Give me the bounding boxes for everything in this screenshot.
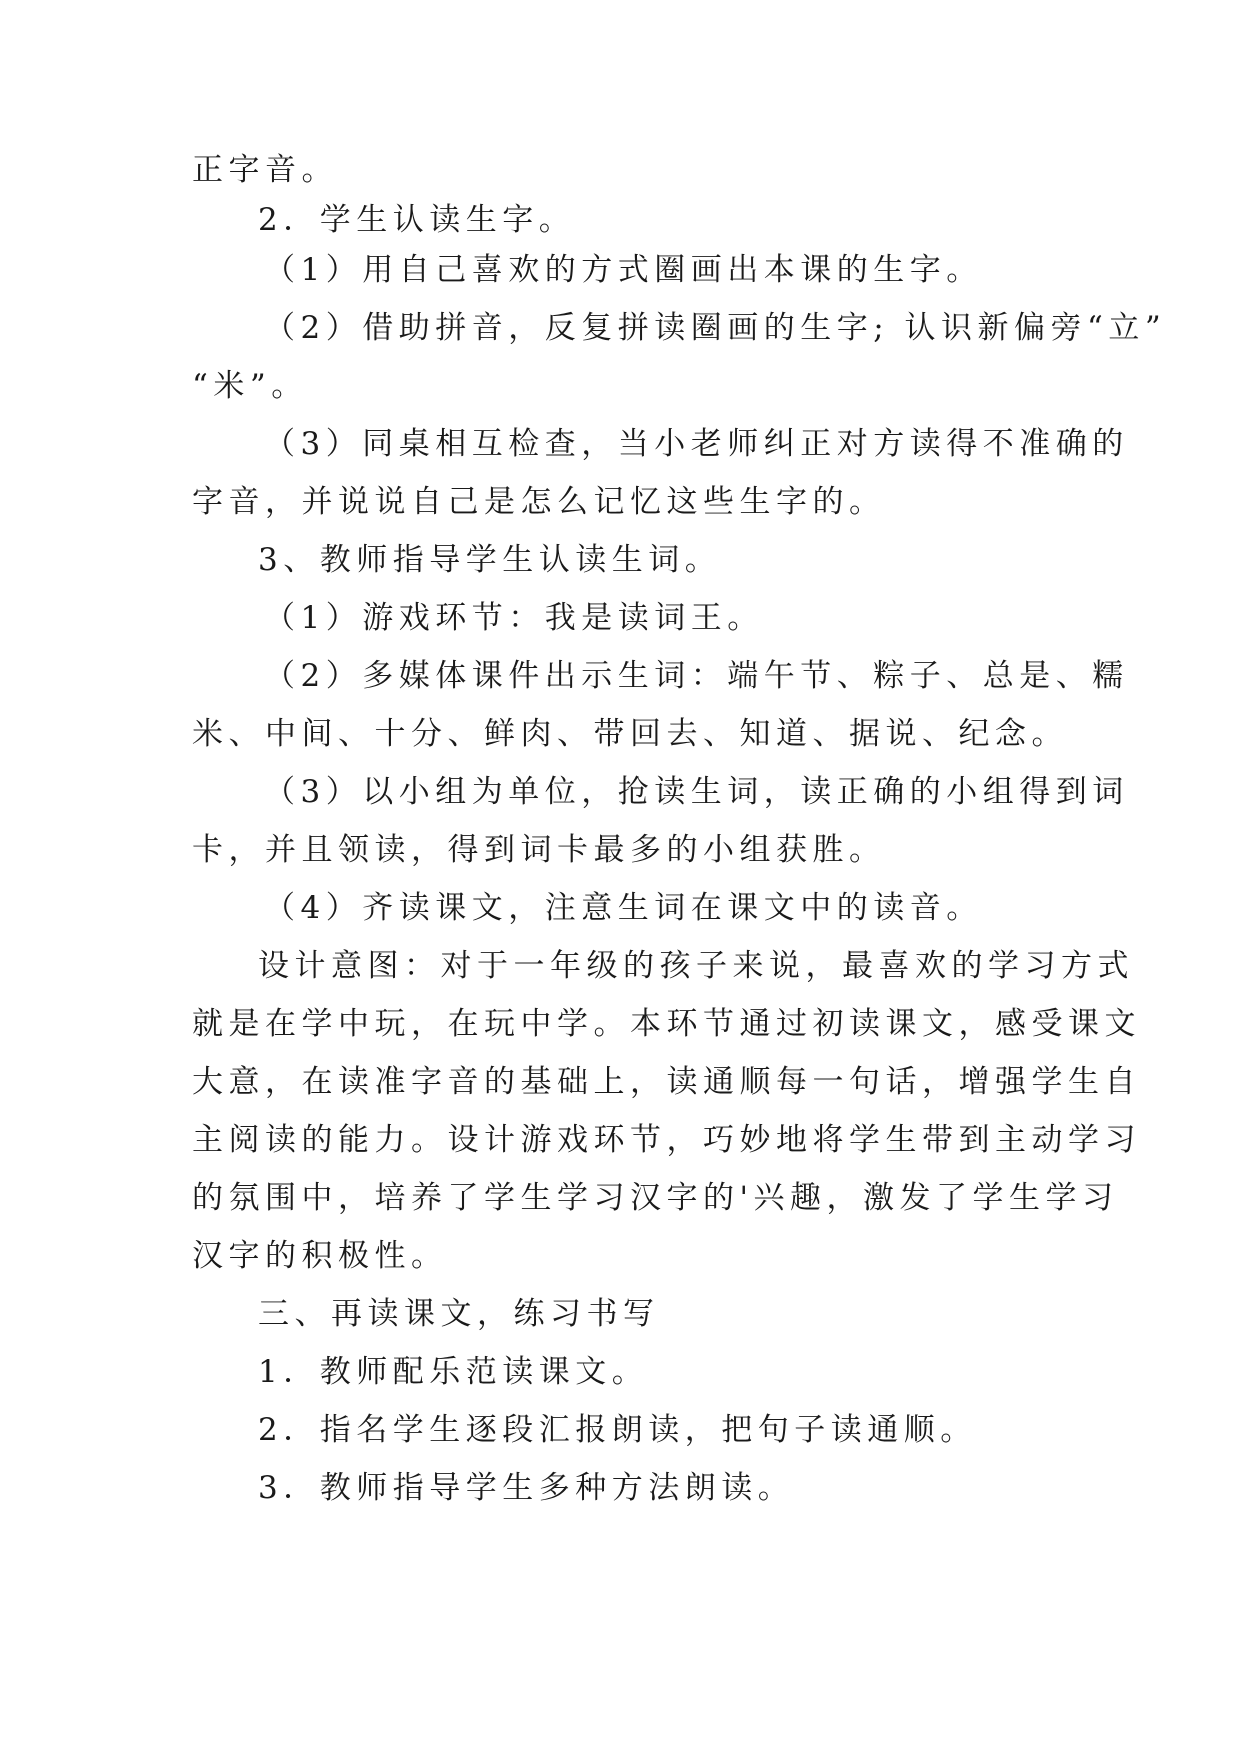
text-line: 1．教师配乐范读课文。 bbox=[258, 1354, 649, 1390]
text-line: 2．学生认读生字。 bbox=[258, 202, 576, 238]
text-line: （1）用自己喜欢的方式圈画出本课的生字。 bbox=[264, 252, 983, 288]
text-line: 2．指名学生逐段汇报朗读，把句子读通顺。 bbox=[258, 1412, 977, 1448]
text-line: （2）多媒体课件出示生词：端午节、粽子、总是、糯 bbox=[264, 658, 1129, 694]
text-line: “米”。 bbox=[192, 368, 308, 404]
text-line: （4）齐读课文，注意生词在课文中的读音。 bbox=[264, 890, 983, 926]
text-line: 三、再读课文，练习书写 bbox=[258, 1296, 660, 1332]
text-line: 米、中间、十分、鲜肉、带回去、知道、据说、纪念。 bbox=[192, 716, 1068, 752]
text-line: （2）借助拼音，反复拼读圈画的生字; 认识新偏旁“立” bbox=[264, 310, 1167, 346]
text-line: 就是在学中玩，在玩中学。本环节通过初读课文，感受课文 bbox=[192, 1006, 1141, 1042]
text-line: 设计意图：对于一年级的孩子来说，最喜欢的学习方式 bbox=[258, 948, 1134, 984]
text-line: （3）同桌相互检查，当小老师纠正对方读得不准确的 bbox=[264, 426, 1129, 462]
text-line: （1）游戏环节：我是读词王。 bbox=[264, 600, 764, 636]
text-line: 字音，并说说自己是怎么记忆这些生字的。 bbox=[192, 484, 886, 520]
text-line: 汉字的积极性。 bbox=[192, 1238, 448, 1274]
text-line: 的氛围中，培养了学生学习汉字的'兴趣，激发了学生学习 bbox=[192, 1180, 1119, 1216]
text-line: 3．教师指导学生多种方法朗读。 bbox=[258, 1470, 795, 1506]
text-line: 3、教师指导学生认读生词。 bbox=[258, 542, 722, 578]
text-line: 卡，并且领读，得到词卡最多的小组获胜。 bbox=[192, 832, 886, 868]
text-line: 正字音。 bbox=[192, 152, 338, 188]
text-line: （3）以小组为单位，抢读生词，读正确的小组得到词 bbox=[264, 774, 1129, 810]
text-line: 大意，在读准字音的基础上，读通顺每一句话，增强学生自 bbox=[192, 1064, 1141, 1100]
text-line: 主阅读的能力。设计游戏环节，巧妙地将学生带到主动学习 bbox=[192, 1122, 1141, 1158]
